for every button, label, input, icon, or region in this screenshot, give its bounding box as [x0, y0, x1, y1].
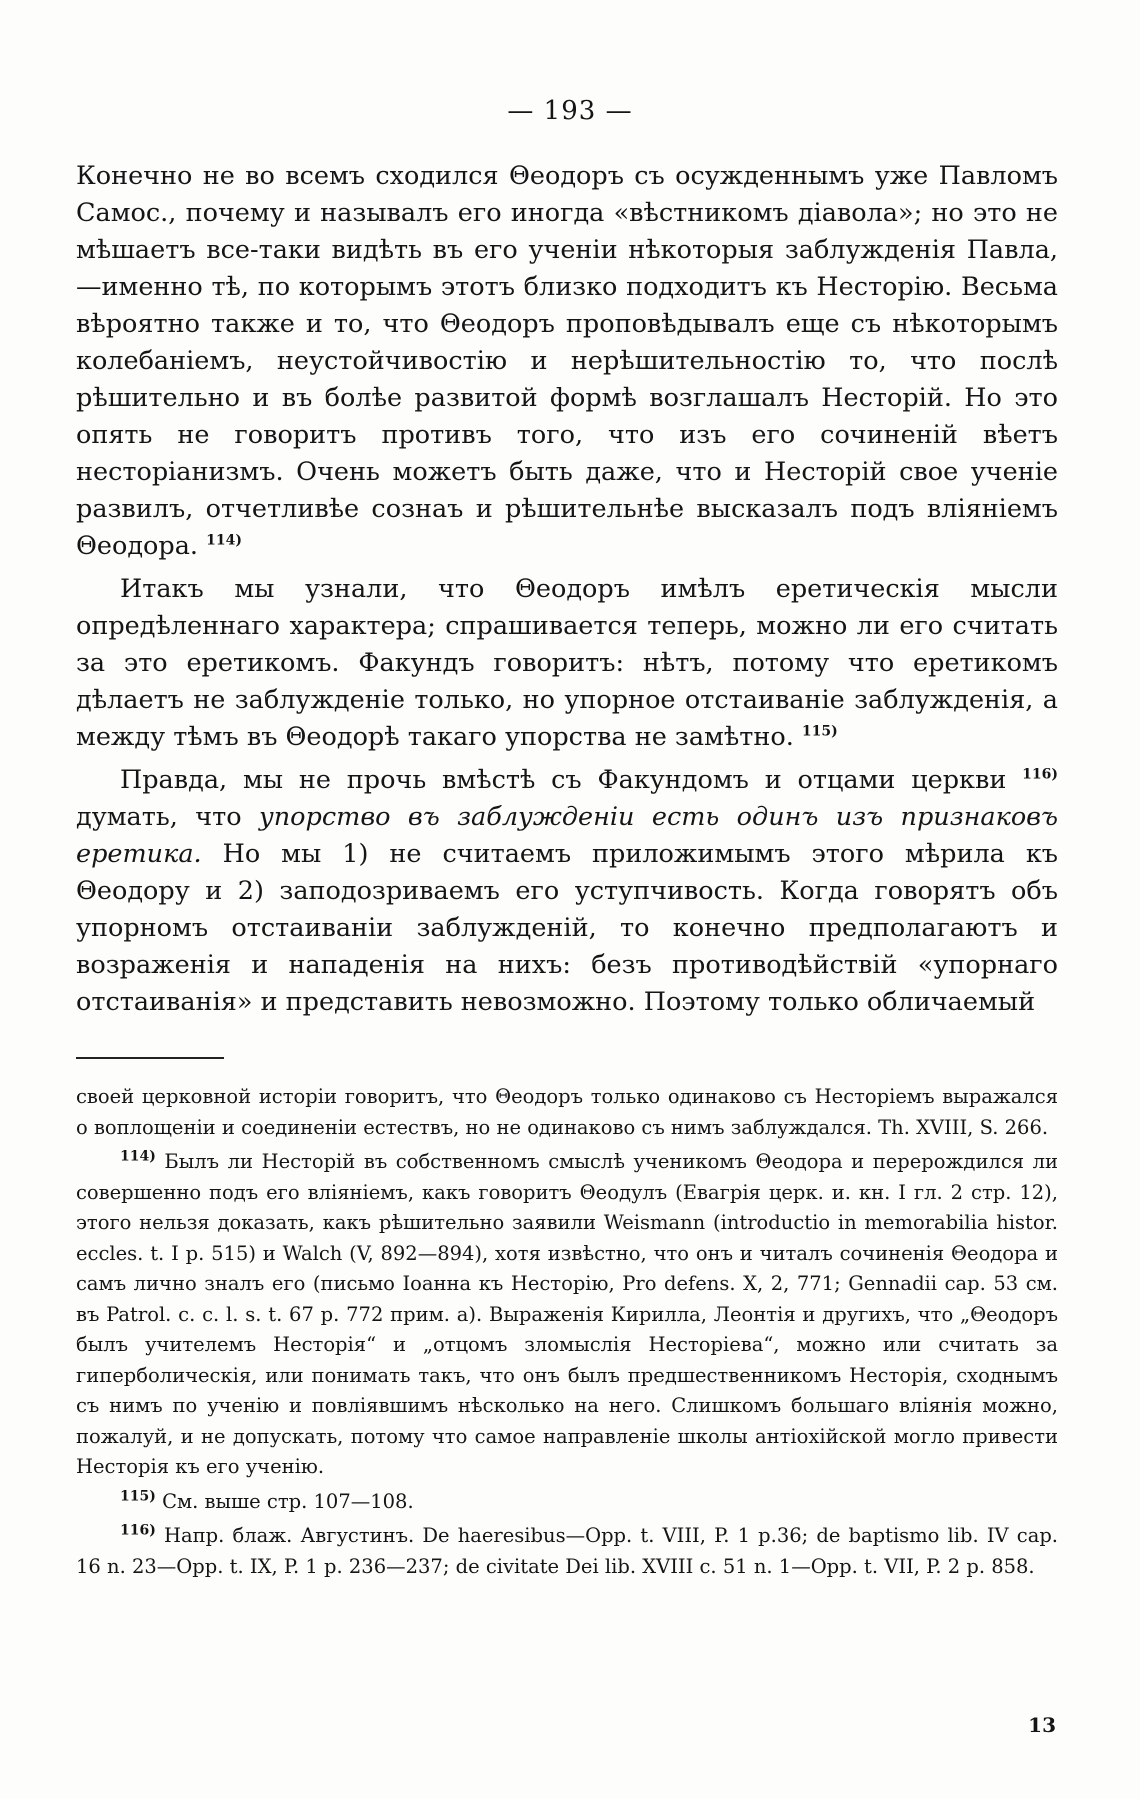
paragraph-1-text: Конечно не во всемъ сходился Θеодоръ съ осужденнымъ уже Павломъ Самос., почему и называлъ его иногда «вѣстникомъ діавола»; но это не мѣшаетъ все-таки видѣть въ его ученіи нѣкоторыя заблужденія Павла,—именно тѣ, по которымъ этотъ близко подходитъ къ Несторію. Весьма вѣроятно также и то, что Θеодоръ проповѣдывалъ еще съ нѣкоторымъ колебаніемъ, неустойчивостію и нерѣшительностію то, что послѣ рѣшительно и въ болѣе развитой формѣ возглашалъ Несторій. Но это опять не говоритъ противъ того, что изъ его сочиненій вѣетъ несторіанизмъ. Очень можетъ быть даже, что и Несторій свое ученіе развилъ, отчетливѣе сознаъ и рѣшительнѣе высказалъ подъ вліяніемъ Θеодора. — [76, 161, 1058, 561]
footnote-text: Напр. блаж. Августинъ. De haeresibus—Opp. t. VIII, P. 1 p.36; de baptismo lib. IV cap. 16 n. 23—Opp. t. IX, P. 1 p. 236—237; de civitate Dei lib. XVIII c. 51 n. 1—Opp. t. VII, P. 2 p. 858. — [76, 1524, 1059, 1578]
signature-mark: 13 — [1028, 1713, 1056, 1737]
footnote-divider — [76, 1057, 224, 1059]
footnote-mark: 114) — [120, 1148, 156, 1165]
main-text — [76, 158, 1058, 1027]
paragraph-1 — [76, 158, 1058, 565]
paragraph-2-text: Итакъ мы узнали, что Θеодоръ имѣлъ еретическія мысли опредѣленнаго характера; спрашивается теперь, можно ли его считать за это еретикомъ. Факундъ говоритъ: нѣтъ, потому что еретикомъ дѣлаетъ не заблужденіе только, но упорное отстаиваніе заблужденія, а между тѣмъ въ Θеодорѣ такаго упорства не замѣтно. — [76, 574, 1058, 752]
footnote-text: См. выше стр. 107—108. — [162, 1489, 414, 1513]
footnote-ref-115: 115) — [801, 723, 838, 740]
footnote-continuation: своей церковной исторіи говоритъ, что Θеодоръ только одинаково съ Несторіемъ выражался о воплощеніи и соединеніи естествъ, но не одинаково съ нимъ заблуждался. Th. XVIII, S. 266. — [76, 1085, 1058, 1139]
footnote-ref-116: 116) — [1022, 766, 1058, 783]
footnotes — [76, 1082, 1058, 1586]
paragraph-3 — [76, 762, 1058, 1021]
footnote-text: Былъ ли Несторій въ собственномъ смыслѣ ученикомъ Θеодора и перерождился ли совершенно подъ его вліяніемъ, какъ говоритъ Θеодулъ (Евагрія церк. и. кн. I гл. 2 стр. 12), этого нельзя доказать, какъ рѣшительно заявили Weismann (introductio in memorabilia histor. eccles. t. I p. 515) и Walch (V, 892—894), хотя извѣстно, что онъ и читалъ сочиненія Θеодора и самъ лично зналъ его (письмо Іоанна къ Несторію, Pro defens. X, 2, 771; Gennadii cap. 53 см. въ Patrol. c. c. l. s. t. 67 p. 772 прим. a). Выраженія Кирилла, Леонтія и другихъ, что „Θеодоръ былъ учителемъ Несторія“ и „отцомъ зломыслія Несторіева“, можно или считать за гиперболическія, или понимать такъ, что онъ былъ предшественникомъ Несторія, сходнымъ съ нимъ по ученію и повліявшимъ нѣсколько на него. Слишкомъ большаго вліянія можно, пожалуй, и не допускать, потому что самое направленіе школы антіохійской могло привести Несторія къ его ученію. — [76, 1150, 1058, 1478]
paragraph-3-part-2: думать, что — [76, 802, 242, 832]
italic-phrase: упорство въ заблужденіи есть одинъ изъ признаковъ еретика. — [76, 802, 1059, 869]
paragraph-3-part-1: Правда, мы не прочь вмѣстѣ съ Факундомъ и отцами церкви — [120, 765, 1007, 795]
footnote-ref-114: 114) — [206, 532, 243, 549]
footnote-116 — [76, 1521, 1058, 1582]
page-number: — 193 — — [507, 96, 633, 126]
paragraph-3-part-3: Но мы 1) не считаемъ приложимымъ этого мѣрила къ Θеодору и 2) заподозриваемъ его уступчивость. Когда говорятъ объ упорномъ отстаиваніи заблужденій, то конечно предполагаютъ и возраженія и нападенія на нихъ: безъ противодѣйствій «упорнаго отстаиванія» и представить невозможно. Поэтому только обличаемый — [76, 839, 1058, 1017]
footnote-mark: 116) — [120, 1522, 156, 1539]
paragraph-2 — [76, 571, 1058, 756]
footnote-114 — [76, 1147, 1058, 1483]
footnote-mark: 115) — [120, 1488, 156, 1504]
footnote-115 — [76, 1487, 1058, 1518]
